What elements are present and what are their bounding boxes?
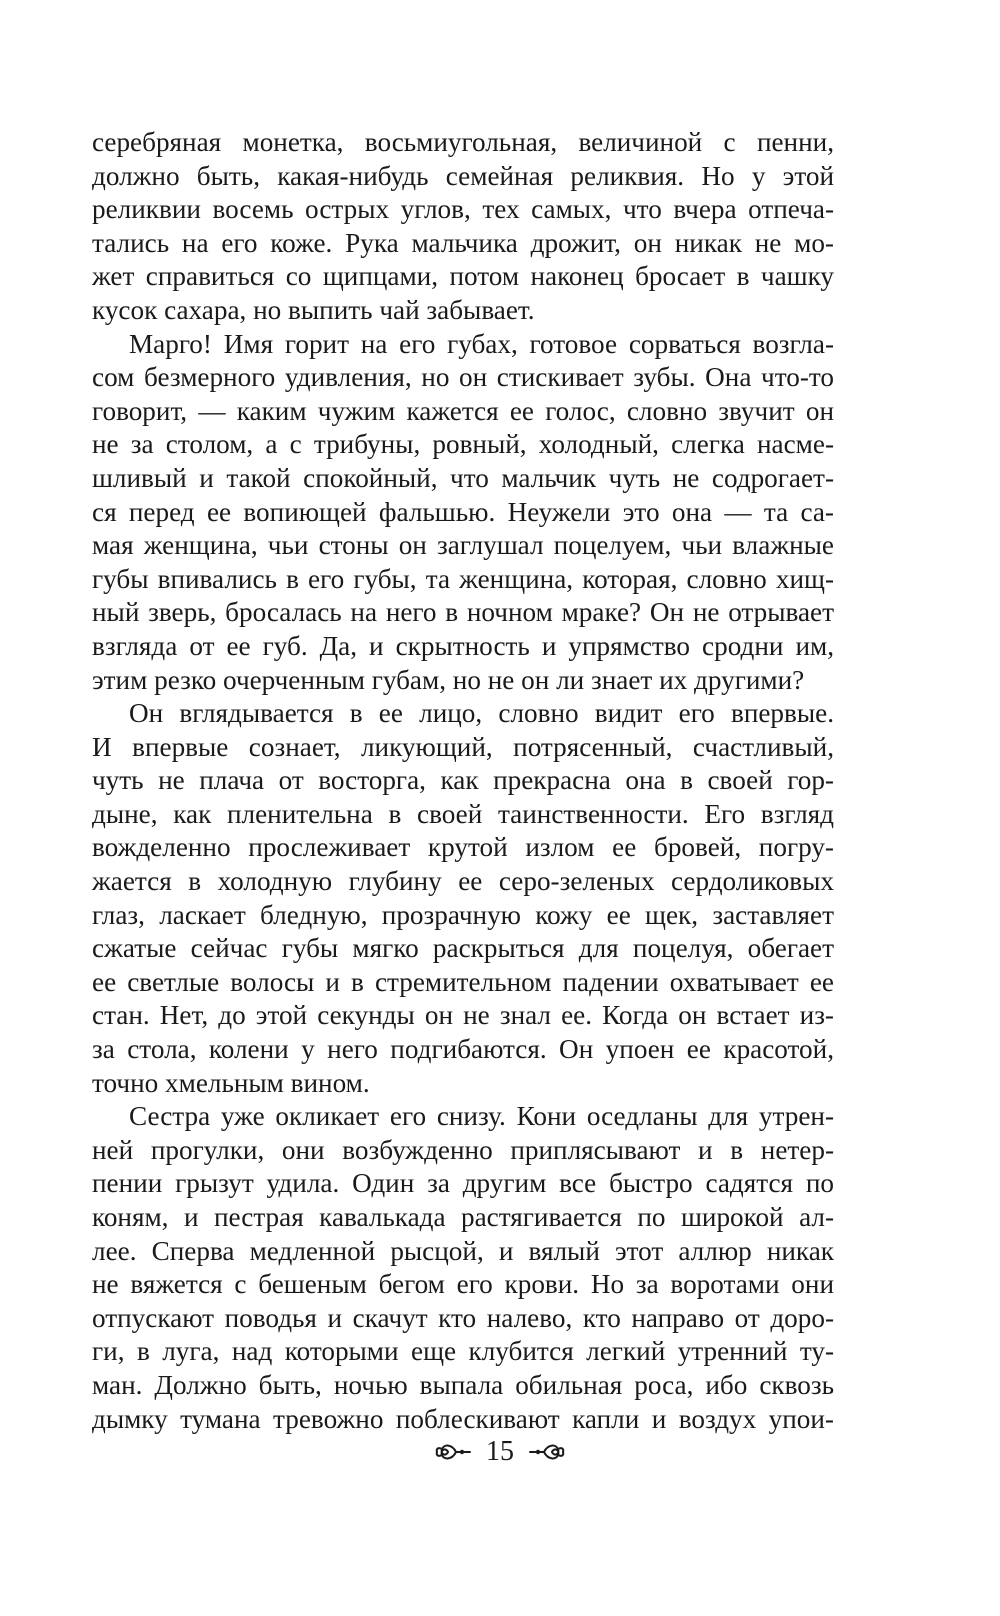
text-line: И впервые сознает, ликующий, потрясенный, счастливый, xyxy=(92,731,834,762)
text-line: реликвии восемь острых углов, тех самых, что вчера отпеча- xyxy=(92,194,834,225)
text-line: дыне, как пленительна в своей таинственности. Его взгляд xyxy=(92,798,834,829)
text-line: стан. Нет, до этой секунды он не знал ее. Когда он встает из- xyxy=(92,1000,834,1031)
flourish-right-icon xyxy=(528,1439,566,1465)
text-line: коням, и пестрая кавалькада растягивается по широкой ал- xyxy=(92,1202,834,1232)
text-line: Марго! Имя горит на его губах, готовое сорваться возгла- xyxy=(129,328,834,359)
text-line: ней прогулки, они возбужденно приплясывают и в нетер- xyxy=(92,1134,834,1165)
text-line: серебряная монетка, восьмиугольная, величиной с пенни, xyxy=(92,127,834,157)
text-line: вожделенно прослеживает крутой излом ее бровей, погру- xyxy=(92,832,834,863)
text-line: ман. Должно быть, ночью выпала обильная роса, ибо сквозь xyxy=(92,1369,834,1400)
text-line: мая женщина, чьи стоны он заглушал поцелуем, чьи влажные xyxy=(92,530,834,561)
text-line: взгляда от ее губ. Да, и скрытность и упрямство сродни им, xyxy=(92,630,834,661)
text-line: ее светлые волосы и в стремительном падении охватывает ее xyxy=(92,966,834,997)
text-line: кусок сахара, но выпить чай забывает. xyxy=(92,294,535,325)
text-line: глаз, ласкает бледную, прозрачную кожу ее щек, заставляет xyxy=(92,899,834,930)
text-line: лее. Сперва медленной рысцой, и вялый этот аллюр никак xyxy=(92,1235,834,1266)
text-line: отпускают поводья и скачут кто налево, кто направо от доро- xyxy=(92,1302,834,1333)
text-line: за стола, колени у него подгибаются. Он упоен ее красотой, xyxy=(92,1034,834,1065)
page-number: 15 xyxy=(486,1436,514,1467)
body-text xyxy=(92,126,834,1436)
text-line: ный зверь, бросалась на него в ночном мраке? Он не отрывает xyxy=(92,597,834,628)
text-line: должно быть, какая-нибудь семейная реликвия. Но у этой xyxy=(92,160,834,191)
text-line: ги, в луга, над которыми еще клубится легкий утренний ту- xyxy=(92,1336,834,1367)
text-line: шливый и такой спокойный, что мальчик чуть не содрогает- xyxy=(92,462,834,493)
text-line: жается в холодную глубину ее серо-зеленых сердоликовых xyxy=(92,866,834,897)
text-line: пении грызут удила. Один за другим все быстро садятся по xyxy=(92,1168,834,1199)
text-line: жет справиться со щипцами, потом наконец бросает в чашку xyxy=(92,261,834,292)
text-line: этим резко очерченным губам, но не он ли знает их другими? xyxy=(92,664,805,695)
text-line: точно хмельным вином. xyxy=(92,1067,370,1098)
text-line: говорит, — каким чужим кажется ее голос, словно звучит он xyxy=(92,395,834,426)
text-line: не за столом, а с трибуны, ровный, холодный, слегка насме- xyxy=(92,429,834,460)
page-footer xyxy=(0,1432,1000,1472)
text-line: губы впивались в его губы, та женщина, которая, словно хищ- xyxy=(92,563,834,594)
text-line: сом безмерного удивления, но он стискивает зубы. Она что-то xyxy=(92,362,834,393)
text-line: чуть не плача от восторга, как прекрасна она в своей гор- xyxy=(92,765,834,796)
text-line: Он вглядывается в ее лицо, словно видит его впервые. xyxy=(129,698,834,729)
text-line: ся перед ее вопиющей фальшью. Неужели это она — та са- xyxy=(92,496,834,527)
text-line: Сестра уже окликает его снизу. Кони оседланы для утрен- xyxy=(129,1101,834,1132)
flourish-left-icon xyxy=(434,1439,472,1465)
text-line: не вяжется с бешеным бегом его крови. Но за воротами они xyxy=(92,1269,834,1300)
text-line: сжатые сейчас губы мягко раскрыться для поцелуя, обегает xyxy=(92,933,834,964)
text-line: тались на его коже. Рука мальчика дрожит, он никак не мо- xyxy=(92,227,834,258)
text-line: дымку тумана тревожно поблескивают капли и воздух упои- xyxy=(92,1403,834,1434)
